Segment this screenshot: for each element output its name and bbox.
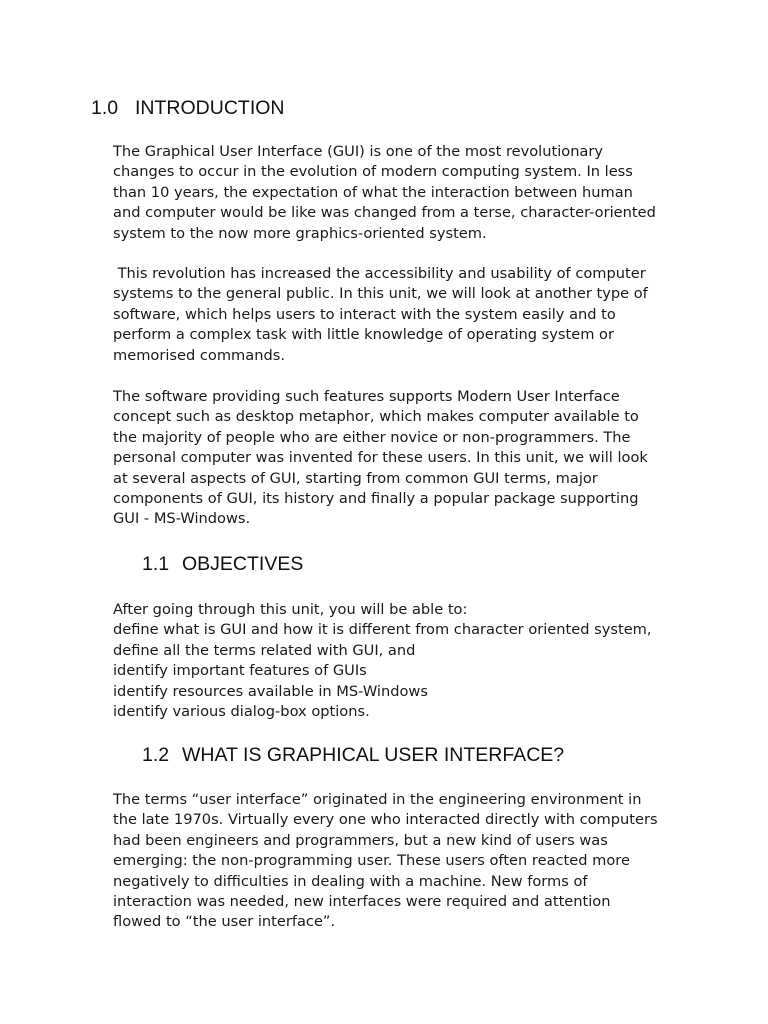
- objectives-intro-line: After going through this unit, you will be able to:: [113, 601, 468, 618]
- gui-paragraph-1: [113, 790, 713, 933]
- text-line: changes to occur in the evolution of modern computing system. In less: [113, 163, 633, 181]
- text-line: the majority of people who are either novice or non-programmers. The: [113, 428, 631, 446]
- text-line: at several aspects of GUI, starting from common GUI terms, major: [113, 469, 598, 487]
- text-line: interaction was needed, new interfaces were required and attention: [113, 893, 611, 911]
- section-title: OBJECTIVES: [182, 553, 304, 575]
- text-line: perform a complex task with little knowledge of operating system or: [113, 326, 614, 344]
- section-heading-objectives: [142, 552, 303, 576]
- text-line: The Graphical User Interface (GUI) is one of the most revolutionary: [113, 143, 604, 160]
- text-line: This revolution has increased the accessibility and usability of computer: [113, 265, 646, 282]
- objective-item: define all the terms related with GUI, and: [113, 641, 416, 659]
- text-line: negatively to difficulties in dealing with a machine. New forms of: [113, 872, 588, 890]
- section-heading-introduction: [91, 96, 285, 120]
- objective-item: identify important features of GUIs: [113, 662, 367, 680]
- text-line: and computer would be like was changed from a terse, character-oriented: [113, 204, 656, 222]
- text-line: concept such as desktop metaphor, which makes computer available to: [113, 408, 639, 426]
- objective-item: identify various dialog-box options.: [113, 703, 370, 721]
- intro-paragraph-2: [113, 264, 713, 366]
- objective-item: identify resources available in MS-Windows: [113, 682, 428, 700]
- text-line: memorised commands.: [113, 346, 285, 364]
- section-number: 1.0: [91, 97, 119, 119]
- text-line: The software providing such features supports Modern User Interface: [113, 388, 620, 405]
- text-line: flowed to “the user interface”.: [113, 913, 336, 931]
- text-line: The terms “user interface” originated in the engineering environment in: [113, 791, 642, 808]
- section-number: 1.2: [142, 744, 170, 766]
- text-line: components of GUI, its history and finally a popular package supporting: [113, 490, 639, 508]
- objective-item: define what is GUI and how it is different from character oriented system,: [113, 621, 652, 639]
- text-line: had been engineers and programmers, but a new kind of users was: [113, 831, 608, 849]
- section-title: WHAT IS GRAPHICAL USER INTERFACE?: [182, 744, 565, 766]
- intro-paragraph-3: [113, 387, 713, 530]
- text-line: the late 1970s. Virtually every one who interacted directly with computers: [113, 811, 658, 829]
- text-line: software, which helps users to interact with the system easily and to: [113, 305, 616, 323]
- text-line: system to the now more graphics-oriented system.: [113, 224, 487, 242]
- section-title: INTRODUCTION: [135, 97, 285, 119]
- text-line: systems to the general public. In this unit, we will look at another type of: [113, 285, 648, 303]
- objectives-list: [113, 600, 713, 722]
- section-number: 1.1: [142, 553, 170, 575]
- text-line: GUI - MS-Windows.: [113, 510, 251, 528]
- text-line: emerging: the non-programming user. These users often reacted more: [113, 852, 630, 870]
- text-line: than 10 years, the expectation of what the interaction between human: [113, 183, 633, 201]
- intro-paragraph-1: [113, 142, 713, 244]
- text-line: personal computer was invented for these users. In this unit, we will look: [113, 449, 648, 467]
- section-heading-what-is-gui: [142, 743, 564, 767]
